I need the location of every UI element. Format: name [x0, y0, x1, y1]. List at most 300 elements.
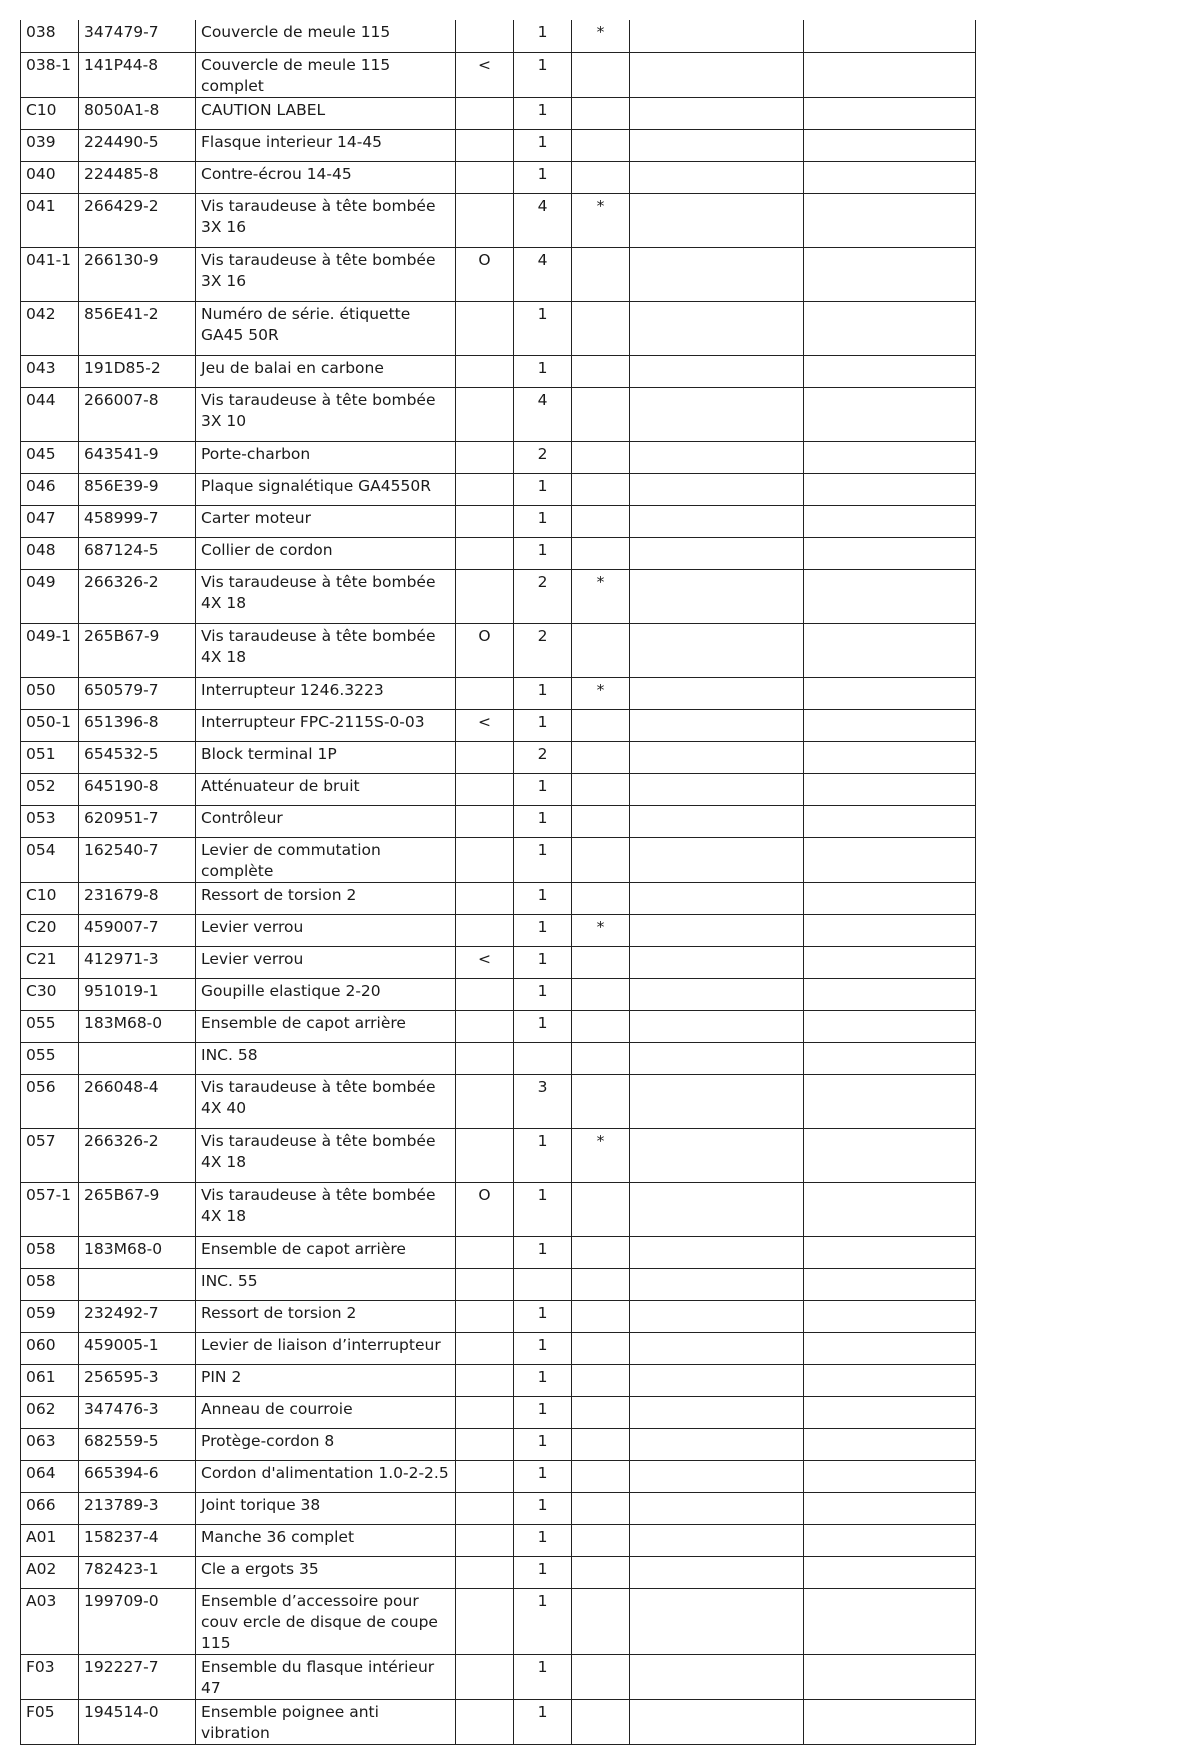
empty-cell-a	[630, 978, 804, 1010]
symbol-cell: O	[456, 623, 514, 677]
item-number-cell: 051	[21, 741, 79, 773]
part-number-cell: 183M68-0	[79, 1236, 196, 1268]
quantity-cell: 3	[514, 1074, 572, 1128]
item-number-cell: 038	[21, 20, 79, 52]
symbol-cell	[456, 505, 514, 537]
part-number-cell: 256595-3	[79, 1364, 196, 1396]
item-number-cell: 059	[21, 1300, 79, 1332]
description-cell: Collier de cordon	[196, 537, 456, 569]
description-cell: Couvercle de meule 115	[196, 20, 456, 52]
description-cell: Interrupteur FPC-2115S-0-03	[196, 709, 456, 741]
empty-cell-a	[630, 161, 804, 193]
empty-cell-b	[804, 1556, 976, 1588]
symbol-cell	[456, 1556, 514, 1588]
description-cell: CAUTION LABEL	[196, 97, 456, 129]
item-number-cell: 057	[21, 1128, 79, 1182]
empty-cell-a	[630, 569, 804, 623]
item-number-cell: 056	[21, 1074, 79, 1128]
symbol-cell: <	[456, 52, 514, 97]
quantity-cell: 2	[514, 623, 572, 677]
item-number-cell: 052	[21, 773, 79, 805]
description-cell: INC. 58	[196, 1042, 456, 1074]
table-row	[21, 1396, 976, 1428]
table-row	[21, 505, 976, 537]
description-cell: Plaque signalétique GA4550R	[196, 473, 456, 505]
item-number-cell: C30	[21, 978, 79, 1010]
mark-cell	[572, 1396, 630, 1428]
empty-cell-a	[630, 473, 804, 505]
item-number-cell: 055	[21, 1042, 79, 1074]
empty-cell-a	[630, 677, 804, 709]
part-number-cell: 8050A1-8	[79, 97, 196, 129]
table-row	[21, 1654, 976, 1699]
table-row	[21, 537, 976, 569]
description-cell: Ensemble poignee anti vibration	[196, 1699, 456, 1744]
symbol-cell	[456, 20, 514, 52]
quantity-cell: 4	[514, 387, 572, 441]
table-row	[21, 1042, 976, 1074]
description-cell: INC. 55	[196, 1268, 456, 1300]
empty-cell-b	[804, 1236, 976, 1268]
description-cell: Levier verrou	[196, 946, 456, 978]
empty-cell-a	[630, 387, 804, 441]
empty-cell-b	[804, 1300, 976, 1332]
empty-cell-b	[804, 387, 976, 441]
part-number-cell: 412971-3	[79, 946, 196, 978]
mark-cell	[572, 1268, 630, 1300]
quantity-cell: 1	[514, 355, 572, 387]
mark-cell	[572, 1300, 630, 1332]
table-row	[21, 247, 976, 301]
item-number-cell: 055	[21, 1010, 79, 1042]
symbol-cell	[456, 741, 514, 773]
table-row	[21, 773, 976, 805]
mark-cell	[572, 1074, 630, 1128]
mark-cell	[572, 1699, 630, 1744]
empty-cell-b	[804, 52, 976, 97]
empty-cell-a	[630, 1128, 804, 1182]
description-cell: Couvercle de meule 115 complet	[196, 52, 456, 97]
quantity-cell: 1	[514, 1524, 572, 1556]
part-number-cell: 224490-5	[79, 129, 196, 161]
symbol-cell	[456, 473, 514, 505]
table-row	[21, 1236, 976, 1268]
item-number-cell: 054	[21, 837, 79, 882]
mark-cell: *	[572, 20, 630, 52]
quantity-cell: 1	[514, 52, 572, 97]
table-row	[21, 623, 976, 677]
part-number-cell: 266007-8	[79, 387, 196, 441]
empty-cell-b	[804, 20, 976, 52]
empty-cell-b	[804, 1428, 976, 1460]
symbol-cell	[456, 355, 514, 387]
table-row	[21, 741, 976, 773]
table-row	[21, 1332, 976, 1364]
part-number-cell: 458999-7	[79, 505, 196, 537]
table-row	[21, 1699, 976, 1744]
empty-cell-b	[804, 1588, 976, 1654]
item-number-cell: 047	[21, 505, 79, 537]
description-cell: Ensemble du flasque intérieur 47	[196, 1654, 456, 1699]
description-cell: Contre-écrou 14-45	[196, 161, 456, 193]
empty-cell-b	[804, 1074, 976, 1128]
symbol-cell	[456, 1236, 514, 1268]
symbol-cell	[456, 97, 514, 129]
quantity-cell: 1	[514, 882, 572, 914]
part-number-cell: 232492-7	[79, 1300, 196, 1332]
table-row	[21, 805, 976, 837]
mark-cell	[572, 709, 630, 741]
mark-cell	[572, 1654, 630, 1699]
empty-cell-a	[630, 20, 804, 52]
empty-cell-a	[630, 709, 804, 741]
item-number-cell: 040	[21, 161, 79, 193]
mark-cell	[572, 161, 630, 193]
table-row	[21, 129, 976, 161]
symbol-cell	[456, 129, 514, 161]
quantity-cell: 1	[514, 773, 572, 805]
empty-cell-b	[804, 355, 976, 387]
empty-cell-b	[804, 677, 976, 709]
description-cell: Ressort de torsion 2	[196, 1300, 456, 1332]
mark-cell	[572, 1556, 630, 1588]
item-number-cell: 041	[21, 193, 79, 247]
item-number-cell: C21	[21, 946, 79, 978]
item-number-cell: 066	[21, 1492, 79, 1524]
empty-cell-b	[804, 569, 976, 623]
quantity-cell	[514, 1042, 572, 1074]
empty-cell-b	[804, 129, 976, 161]
mark-cell: *	[572, 193, 630, 247]
item-number-cell: 043	[21, 355, 79, 387]
description-cell: Levier de liaison d’interrupteur	[196, 1332, 456, 1364]
table-row	[21, 52, 976, 97]
description-cell: Protège-cordon 8	[196, 1428, 456, 1460]
empty-cell-b	[804, 301, 976, 355]
description-cell: Ensemble de capot arrière	[196, 1236, 456, 1268]
symbol-cell	[456, 882, 514, 914]
symbol-cell	[456, 441, 514, 473]
empty-cell-a	[630, 1074, 804, 1128]
item-number-cell: 044	[21, 387, 79, 441]
empty-cell-a	[630, 741, 804, 773]
quantity-cell: 1	[514, 97, 572, 129]
item-number-cell: 058	[21, 1236, 79, 1268]
quantity-cell: 2	[514, 441, 572, 473]
mark-cell	[572, 1428, 630, 1460]
description-cell: Levier de commutation complète	[196, 837, 456, 882]
empty-cell-b	[804, 441, 976, 473]
empty-cell-b	[804, 161, 976, 193]
empty-cell-b	[804, 623, 976, 677]
description-cell: Numéro de série. étiquette GA45 50R	[196, 301, 456, 355]
symbol-cell: <	[456, 709, 514, 741]
symbol-cell	[456, 193, 514, 247]
symbol-cell	[456, 1396, 514, 1428]
mark-cell	[572, 623, 630, 677]
quantity-cell: 1	[514, 129, 572, 161]
empty-cell-b	[804, 247, 976, 301]
description-cell: Ensemble de capot arrière	[196, 1010, 456, 1042]
item-number-cell: 053	[21, 805, 79, 837]
empty-cell-b	[804, 97, 976, 129]
part-number-cell: 266326-2	[79, 1128, 196, 1182]
mark-cell	[572, 129, 630, 161]
quantity-cell: 1	[514, 805, 572, 837]
part-number-cell: 224485-8	[79, 161, 196, 193]
item-number-cell: 057-1	[21, 1182, 79, 1236]
empty-cell-a	[630, 1524, 804, 1556]
symbol-cell	[456, 1268, 514, 1300]
symbol-cell: O	[456, 247, 514, 301]
mark-cell	[572, 1010, 630, 1042]
symbol-cell	[456, 161, 514, 193]
empty-cell-b	[804, 946, 976, 978]
table-row	[21, 1182, 976, 1236]
parts-table	[20, 20, 976, 1745]
mark-cell	[572, 301, 630, 355]
mark-cell	[572, 1332, 630, 1364]
item-number-cell: 062	[21, 1396, 79, 1428]
quantity-cell: 1	[514, 505, 572, 537]
description-cell: Joint torique 38	[196, 1492, 456, 1524]
quantity-cell: 4	[514, 193, 572, 247]
symbol-cell	[456, 1654, 514, 1699]
empty-cell-a	[630, 52, 804, 97]
symbol-cell	[456, 1128, 514, 1182]
empty-cell-a	[630, 355, 804, 387]
symbol-cell	[456, 773, 514, 805]
part-number-cell	[79, 1268, 196, 1300]
empty-cell-b	[804, 882, 976, 914]
part-number-cell: 665394-6	[79, 1460, 196, 1492]
mark-cell	[572, 1524, 630, 1556]
description-cell: Goupille elastique 2-20	[196, 978, 456, 1010]
symbol-cell	[456, 837, 514, 882]
part-number-cell: 194514-0	[79, 1699, 196, 1744]
item-number-cell: 049	[21, 569, 79, 623]
quantity-cell: 2	[514, 569, 572, 623]
part-number-cell: 162540-7	[79, 837, 196, 882]
description-cell: Vis taraudeuse à tête bombée 4X 18	[196, 1182, 456, 1236]
quantity-cell: 1	[514, 301, 572, 355]
description-cell: Vis taraudeuse à tête bombée 4X 40	[196, 1074, 456, 1128]
quantity-cell: 1	[514, 837, 572, 882]
description-cell: Ressort de torsion 2	[196, 882, 456, 914]
item-number-cell: 038-1	[21, 52, 79, 97]
empty-cell-b	[804, 1460, 976, 1492]
empty-cell-b	[804, 1654, 976, 1699]
empty-cell-b	[804, 1396, 976, 1428]
part-number-cell: 199709-0	[79, 1588, 196, 1654]
empty-cell-a	[630, 247, 804, 301]
symbol-cell	[456, 677, 514, 709]
symbol-cell	[456, 1492, 514, 1524]
quantity-cell: 1	[514, 1492, 572, 1524]
description-cell: Anneau de courroie	[196, 1396, 456, 1428]
table-row	[21, 914, 976, 946]
quantity-cell: 2	[514, 741, 572, 773]
table-row	[21, 161, 976, 193]
symbol-cell	[456, 1010, 514, 1042]
empty-cell-a	[630, 1364, 804, 1396]
table-row	[21, 978, 976, 1010]
symbol-cell: <	[456, 946, 514, 978]
table-row	[21, 1556, 976, 1588]
description-cell: Levier verrou	[196, 914, 456, 946]
quantity-cell: 1	[514, 20, 572, 52]
quantity-cell: 1	[514, 978, 572, 1010]
item-number-cell: 063	[21, 1428, 79, 1460]
part-number-cell: 651396-8	[79, 709, 196, 741]
description-cell: Vis taraudeuse à tête bombée 4X 18	[196, 623, 456, 677]
mark-cell: *	[572, 677, 630, 709]
description-cell: Flasque interieur 14-45	[196, 129, 456, 161]
part-number-cell: 459007-7	[79, 914, 196, 946]
empty-cell-a	[630, 1428, 804, 1460]
part-number-cell: 141P44-8	[79, 52, 196, 97]
empty-cell-a	[630, 623, 804, 677]
table-row	[21, 20, 976, 52]
mark-cell: *	[572, 569, 630, 623]
item-number-cell: F05	[21, 1699, 79, 1744]
mark-cell	[572, 1364, 630, 1396]
empty-cell-b	[804, 1332, 976, 1364]
quantity-cell: 1	[514, 1428, 572, 1460]
empty-cell-a	[630, 1268, 804, 1300]
part-number-cell: 192227-7	[79, 1654, 196, 1699]
empty-cell-b	[804, 1492, 976, 1524]
empty-cell-a	[630, 1010, 804, 1042]
quantity-cell: 1	[514, 709, 572, 741]
symbol-cell	[456, 1300, 514, 1332]
description-cell: Vis taraudeuse à tête bombée 3X 16	[196, 193, 456, 247]
item-number-cell: 061	[21, 1364, 79, 1396]
empty-cell-b	[804, 741, 976, 773]
empty-cell-b	[804, 1182, 976, 1236]
symbol-cell	[456, 914, 514, 946]
table-row	[21, 1524, 976, 1556]
quantity-cell: 1	[514, 1332, 572, 1364]
description-cell: Vis taraudeuse à tête bombée 4X 18	[196, 1128, 456, 1182]
part-number-cell: 687124-5	[79, 537, 196, 569]
empty-cell-b	[804, 505, 976, 537]
part-number-cell: 266326-2	[79, 569, 196, 623]
empty-cell-b	[804, 193, 976, 247]
quantity-cell: 1	[514, 1300, 572, 1332]
quantity-cell: 4	[514, 247, 572, 301]
description-cell: Porte-charbon	[196, 441, 456, 473]
empty-cell-a	[630, 1588, 804, 1654]
table-row	[21, 1588, 976, 1654]
mark-cell	[572, 805, 630, 837]
empty-cell-a	[630, 882, 804, 914]
empty-cell-a	[630, 773, 804, 805]
table-row	[21, 1074, 976, 1128]
empty-cell-a	[630, 805, 804, 837]
mark-cell	[572, 52, 630, 97]
part-number-cell: 856E41-2	[79, 301, 196, 355]
empty-cell-b	[804, 537, 976, 569]
part-number-cell: 347479-7	[79, 20, 196, 52]
symbol-cell	[456, 301, 514, 355]
part-number-cell: 265B67-9	[79, 623, 196, 677]
symbol-cell	[456, 978, 514, 1010]
item-number-cell: 050-1	[21, 709, 79, 741]
part-number-cell: 856E39-9	[79, 473, 196, 505]
table-row	[21, 441, 976, 473]
empty-cell-a	[630, 1236, 804, 1268]
mark-cell	[572, 1042, 630, 1074]
empty-cell-b	[804, 1042, 976, 1074]
empty-cell-b	[804, 805, 976, 837]
part-number-cell: 265B67-9	[79, 1182, 196, 1236]
symbol-cell	[456, 1699, 514, 1744]
symbol-cell: O	[456, 1182, 514, 1236]
description-cell: Cle a ergots 35	[196, 1556, 456, 1588]
symbol-cell	[456, 1588, 514, 1654]
symbol-cell	[456, 1428, 514, 1460]
description-cell: Vis taraudeuse à tête bombée 4X 18	[196, 569, 456, 623]
table-row	[21, 709, 976, 741]
mark-cell	[572, 773, 630, 805]
item-number-cell: 049-1	[21, 623, 79, 677]
mark-cell	[572, 247, 630, 301]
table-row	[21, 1492, 976, 1524]
description-cell: Interrupteur 1246.3223	[196, 677, 456, 709]
item-number-cell: 045	[21, 441, 79, 473]
table-row	[21, 1268, 976, 1300]
item-number-cell: A03	[21, 1588, 79, 1654]
empty-cell-a	[630, 97, 804, 129]
item-number-cell: 046	[21, 473, 79, 505]
empty-cell-a	[630, 1332, 804, 1364]
empty-cell-a	[630, 1492, 804, 1524]
table-row	[21, 1364, 976, 1396]
description-cell: Vis taraudeuse à tête bombée 3X 10	[196, 387, 456, 441]
part-number-cell: 266048-4	[79, 1074, 196, 1128]
quantity-cell: 1	[514, 1128, 572, 1182]
empty-cell-b	[804, 1364, 976, 1396]
table-row	[21, 355, 976, 387]
quantity-cell: 1	[514, 1699, 572, 1744]
empty-cell-a	[630, 1042, 804, 1074]
item-number-cell: C10	[21, 882, 79, 914]
table-row	[21, 473, 976, 505]
mark-cell	[572, 1492, 630, 1524]
symbol-cell	[456, 569, 514, 623]
symbol-cell	[456, 537, 514, 569]
part-number-cell: 459005-1	[79, 1332, 196, 1364]
description-cell: Contrôleur	[196, 805, 456, 837]
part-number-cell: 782423-1	[79, 1556, 196, 1588]
symbol-cell	[456, 1042, 514, 1074]
table-row	[21, 946, 976, 978]
item-number-cell: C10	[21, 97, 79, 129]
description-cell: Vis taraudeuse à tête bombée 3X 16	[196, 247, 456, 301]
empty-cell-a	[630, 1654, 804, 1699]
table-row	[21, 1010, 976, 1042]
symbol-cell	[456, 1364, 514, 1396]
quantity-cell: 1	[514, 161, 572, 193]
empty-cell-a	[630, 1396, 804, 1428]
mark-cell	[572, 741, 630, 773]
mark-cell	[572, 978, 630, 1010]
empty-cell-a	[630, 441, 804, 473]
table-row	[21, 387, 976, 441]
mark-cell	[572, 537, 630, 569]
empty-cell-b	[804, 1268, 976, 1300]
